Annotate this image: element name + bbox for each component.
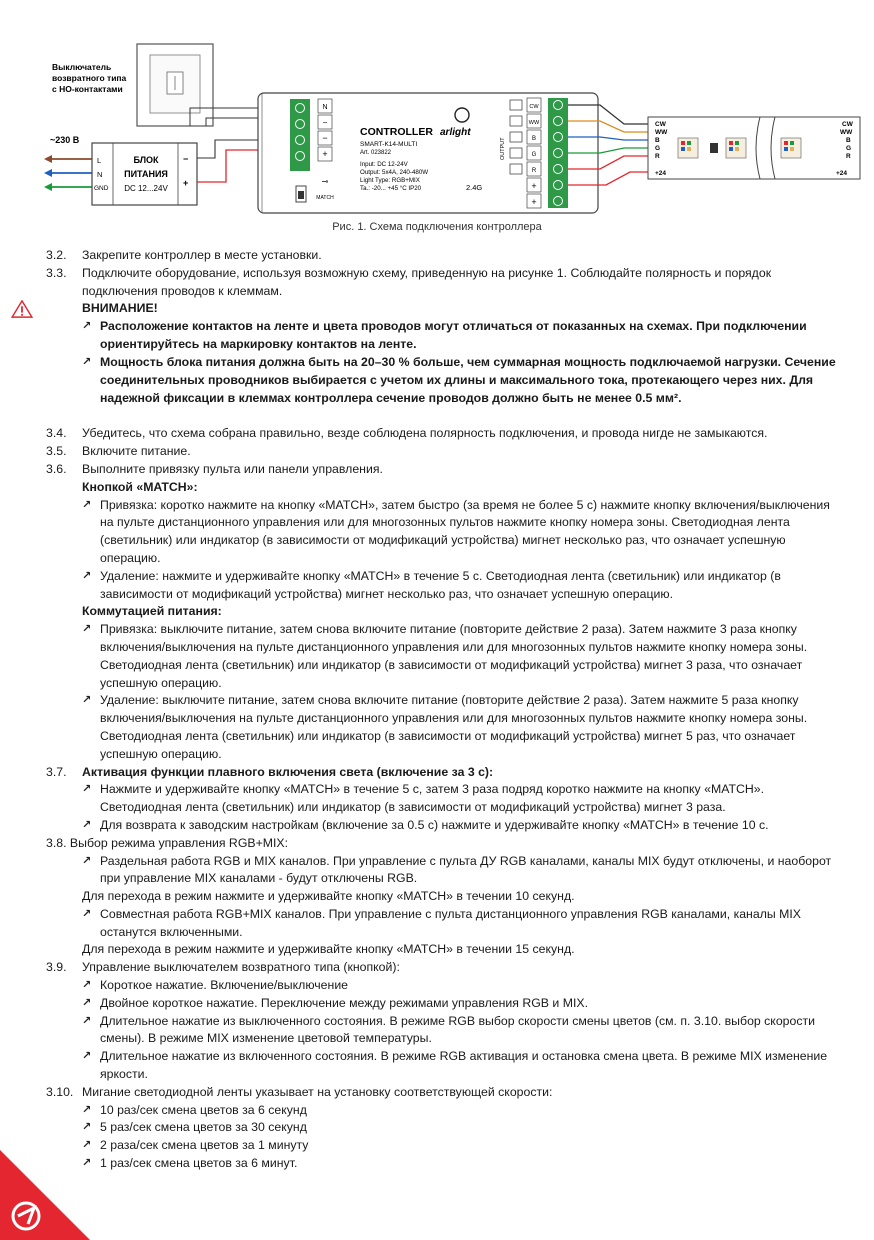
wiring-diagram [0,0,874,240]
svg-text:R: R [655,153,660,160]
out-term: R [531,168,537,174]
controller-spec: Light Type: RGB+MIX [360,177,420,184]
out-term: CW [529,104,539,110]
controller-title: CONTROLLER [360,126,433,138]
figure-caption: Рис. 1. Схема подключения контроллера [332,221,542,233]
item-number: 3.4. [46,426,67,441]
list-item [46,906,846,942]
list-item-text: 1 раз/сек смена цветов за 6 минут. [100,1156,298,1171]
subheading-match: Кнопкой «MATCH»: [82,479,198,494]
list-item-text: 5 раз/сек смена цветов за 30 секунд [100,1120,307,1135]
bullet-icon: ↗ [82,979,92,992]
svg-text:−: − [322,118,328,127]
svg-text:+24: +24 [836,170,848,177]
item-3-6 [46,461,846,479]
subheading-power: Коммутацией питания: [82,604,222,619]
bullet-icon: ↗ [82,1103,92,1116]
item-number: 3.9. [46,960,67,975]
led-strip [648,117,860,179]
list-item [46,1013,846,1049]
bullet-icon: ↗ [82,1157,92,1170]
bullet-icon: ↗ [82,907,92,920]
svg-text:N: N [322,104,328,111]
output-label: OUTPUT [500,137,506,160]
psu-voltage: DC 12...24V [124,184,168,193]
out-term: WW [528,120,540,126]
item-number: 3.6. [46,461,67,476]
item-3-2 [46,247,846,265]
switch-label-line: возвратного типа [52,73,127,83]
list-item-text: Длительное нажатие из выключенного состояния. В режиме RGB выбор скорости смены цветов (см. п. 3.10. выбор скорости смены). В режиме MIX изменение цветовой температуры. [100,1013,815,1046]
list-item-text: Двойное короткое нажатие. Переключение между режимами управления RGB и MIX. [100,995,588,1010]
item-3-8: 3.8. Выбор режима управления RGB+MIX: [46,835,289,850]
warning-header [0,300,846,318]
bullet-icon: ↗ [82,355,92,368]
list-item-text: 2 раза/сек смена цветов за 1 минуту [100,1138,309,1153]
list-item-text: Удаление: выключите питание, затем снова включите питание (повторите действие 2 раза). Затем нажмите 5 раза кнопку включения/выключения на пульте дистанционного управления или для многозонных пультов нажмите кнопку номера зоны. Светодиодная лента (светильник) или индикатор (в зависимости от модификаций устройства) мигнет 5 раз, что означает успешную операцию. [100,693,808,761]
warning-text: Мощность блока питания должна быть на 20–30 % больше, чем суммарная мощность подключаемой нагрузки. Сечение соединительных проводников выбирается с учетом их длины и максимального тока, протекающего через них. Для надежной фиксации в клеммах контроллера сечение проводов должно быть не менее 0.5 мм². [100,354,836,405]
out-term: B [531,136,537,142]
list-item [46,1137,846,1155]
bullet-icon: ↗ [82,996,92,1009]
instructions [46,247,846,1173]
bullet-icon: ↗ [82,694,92,707]
list-item [46,1155,846,1173]
list-item-text: Привязка: коротко нажмите на кнопку «MATCH», затем быстро (за время не более 5 с) нажмите кнопку включения/выключения на пульте дистанционного управления или для многозонных пультов нажмите кнопку номера зоны. Светодиодная лента (светильник) или индикатор (в зависимости от модификаций устройства) мигнет несколько раз, что означает успешную операцию. [100,497,830,565]
controller-spec: Output: 5x4A, 240-480W [360,169,429,176]
list-item-text: Удаление: нажмите и удерживайте кнопку «MATCH» в течение 5 с. Светодиодная лента (светильник) или индикатор (в зависимости от модификаций устройства) мигнет несколько раз, что означает успешную операцию. [100,568,781,601]
controller-freq: 2.4G [466,183,483,192]
controller-spec: Ta.: -20... +45 °C IP20 [360,185,422,192]
item-3-9 [46,959,846,977]
item-text: Включите питание. [82,444,191,459]
bullet-icon: ↗ [82,1014,92,1027]
list-item [46,497,846,568]
item-text: Активация функции плавного включения света (включение за 3 с): [82,764,494,779]
svg-text:WW: WW [655,129,668,136]
svg-text:G: G [655,145,661,152]
switch-label-line: Выключатель [52,62,112,72]
bullet-icon: ↗ [82,1139,92,1152]
item-text: Подключите оборудование, используя возможную схему, приведенную на рисунке 1. Соблюдайте полярность и порядок подключения проводов к клеммам. [82,265,772,298]
controller-spec: Input: DC 12-24V [360,161,408,168]
item-3-4 [46,425,846,443]
bullet-icon: ↗ [82,569,92,582]
mains-wires [44,155,92,191]
item-number: 3.7. [46,764,67,779]
item-number: 3.2. [46,248,67,262]
warning-icon [10,300,34,318]
list-item [46,977,846,995]
item-text: Мигание светодиодной ленты указывает на установку соответствующей скорости: [82,1084,553,1099]
svg-text:−: − [183,154,189,164]
svg-text:+: + [322,149,328,159]
item-number: 3.3. [46,265,67,280]
svg-text:WW: WW [840,129,853,136]
svg-text:−: − [322,133,328,143]
list-item [46,621,846,692]
controller-model: SMART-K14-MULTI [360,141,418,148]
svg-text:B: B [655,137,660,144]
mains-label: ~230 В [50,135,80,145]
brand-corner-logo [0,1150,90,1240]
svg-text:R: R [846,153,851,160]
list-item [46,1119,846,1137]
item-3-7 [46,764,846,782]
switch-label-line: с НО-контактами [52,84,123,94]
switch-device [137,44,213,126]
list-item-text: Короткое нажатие. Включение/выключение [100,978,349,993]
psu-term-l: L [97,156,102,165]
list-item-text: Привязка: выключите питание, затем снова включите питание (повторите действие 2 раза). Затем нажмите 3 раза кнопку включения/выключения на пульте дистанционного управления или для многозонных пультов нажмите кнопку номера зоны. Светодиодная лента (светильник) или индикатор (в зависимости от модификаций устройства) мигнет 3 раза, что означает успешную операцию. [100,622,808,690]
controller-device [258,93,598,213]
note-text: Для перехода в режим нажмите и удерживайте кнопку «MATCH» в течении 15 секунд. [82,942,575,957]
out-term: + [531,197,537,207]
controller-brand: arlight [440,127,471,138]
bullet-icon: ↗ [82,783,92,796]
svg-text:CW: CW [655,121,666,128]
psu-title: БЛОК [133,155,159,165]
svg-text:B: B [846,137,851,144]
list-item [46,781,846,817]
list-item [46,1102,846,1120]
list-item-text: Для возврата к заводским настройкам (включение за 0.5 с) нажмите и удерживайте кнопку «MATCH» в течение 10 с. [100,817,769,832]
list-item [46,1048,846,1084]
psu-title: ПИТАНИЯ [124,169,168,179]
item-text: Выполните привязку пульта или панели управления. [82,461,383,476]
svg-text:+: + [183,178,189,188]
bullet-icon: ↗ [82,854,92,867]
psu-term-gnd: GND [94,185,109,192]
list-item-text: Длительное нажатие из включенного состояния. В режиме RGB активация и остановка смена цвета. В режиме MIX изменение яркости. [100,1049,828,1082]
list-item-text: 10 раз/сек смена цветов за 6 секунд [100,1102,307,1117]
list-item-text: Раздельная работа RGB и MIX каналов. При управление с пульта ДУ RGB каналами, каналы MIX будут отключены, и наоборот при управление MIX каналами - будут отключены RGB. [100,853,832,886]
item-text: Закрепите контроллер в месте установки. [82,248,322,262]
svg-text:CW: CW [842,121,853,128]
svg-text:⊸: ⊸ [321,177,329,186]
list-item [46,817,846,835]
item-3-3 [46,265,846,301]
item-text: Убедитесь, что схема собрана правильно, везде соблюдена полярность подключения, и провода нигде не замыкаются. [82,426,768,441]
svg-text:G: G [846,145,852,152]
item-number: 3.10. [46,1084,74,1099]
list-item-text: Нажмите и удерживайте кнопку «MATCH» в течение 5 с, затем 3 раза подряд коротко нажмите на кнопку «MATCH». Светодиодная лента (светильник) или индикатор (в зависимости от модификаций устройства) мигнет 3 раза. [100,782,765,815]
svg-text:+24: +24 [655,170,667,177]
bullet-icon: ↗ [82,818,92,831]
list-item [46,568,846,604]
list-item [46,995,846,1013]
note-text: Для перехода в режим нажмите и удерживайте кнопку «MATCH» в течении 10 секунд. [82,889,575,904]
power-supply [92,143,197,205]
controller-art: Art. 023822 [360,150,392,156]
bullet-icon: ↗ [82,498,92,511]
out-term: + [531,181,537,191]
bullet-icon: ↗ [82,623,92,636]
list-item [46,853,846,889]
list-item [46,692,846,763]
bullet-icon: ↗ [82,320,92,333]
match-label: MATCH [316,195,334,201]
item-3-10 [46,1084,846,1102]
bullet-icon: ↗ [82,1050,92,1063]
bullet-icon: ↗ [82,1121,92,1134]
psu-term-n: N [97,170,103,179]
warning-item [46,318,846,354]
out-term: G [531,152,537,158]
item-text: Управление выключателем возвратного типа (кнопкой): [82,960,400,975]
warning-text: Расположение контактов на ленте и цвета проводов могут отличаться от показанных на схемах. При подключении ориентируйтесь на маркировку контактов на ленте. [100,319,807,352]
warning-title: ВНИМАНИЕ! [82,301,158,316]
warning-item [46,354,846,407]
item-3-5 [46,443,846,461]
item-number: 3.5. [46,444,67,459]
list-item-text: Совместная работа RGB+MIX каналов. При управление с пульта дистанционного управления RGB каналами, каналы MIX останутся включенными. [100,906,801,939]
